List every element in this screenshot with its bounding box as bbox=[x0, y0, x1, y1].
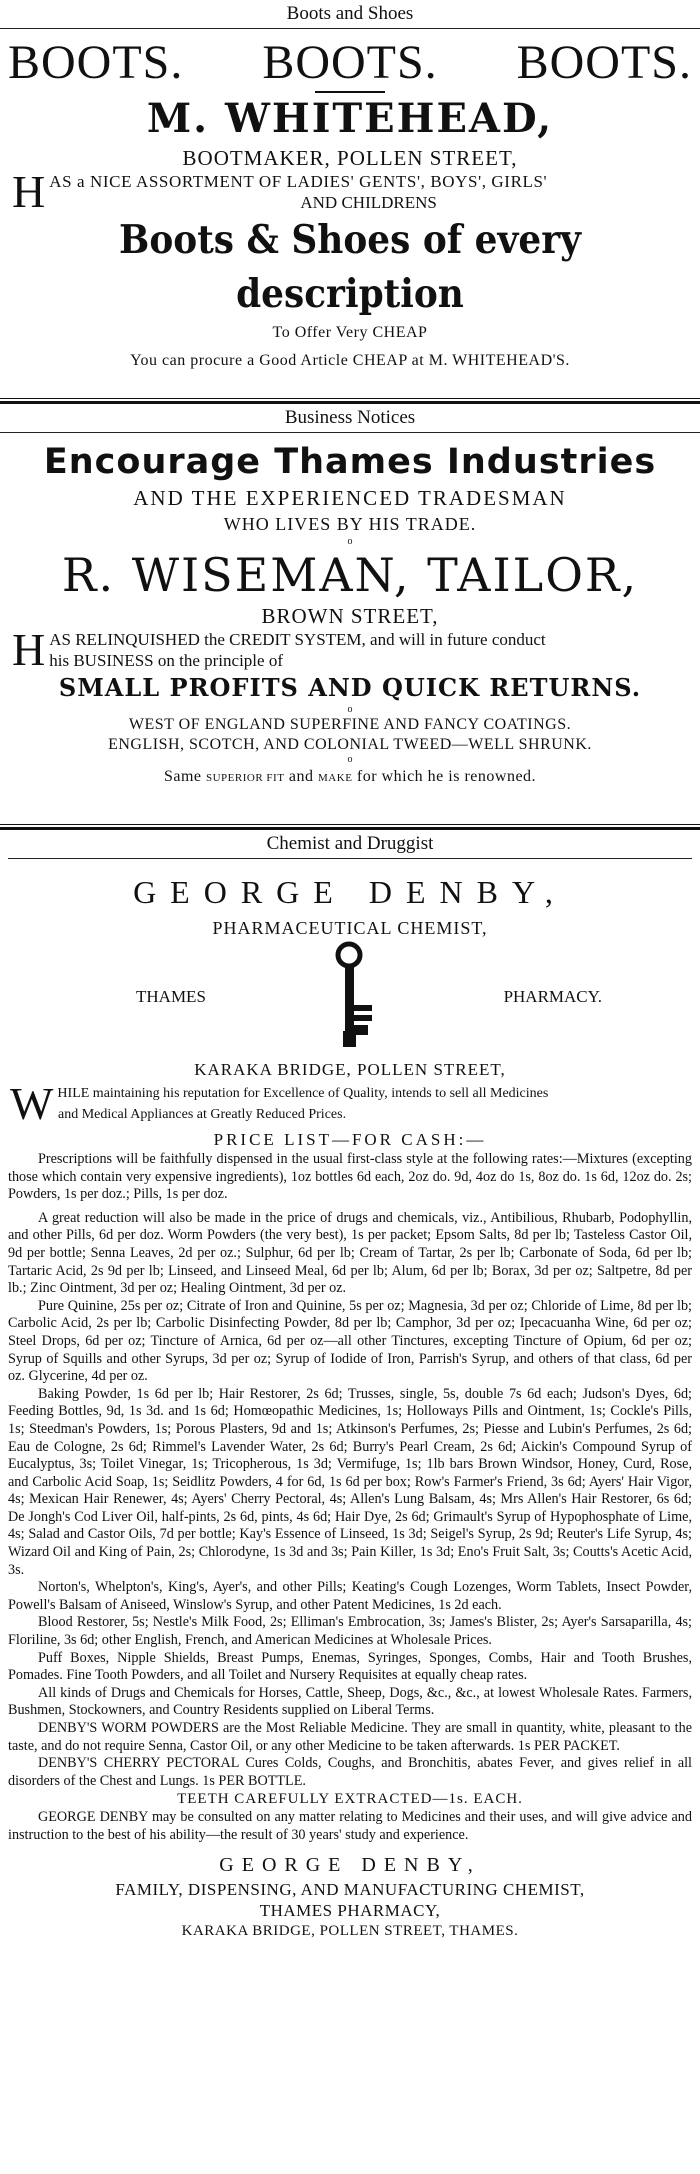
text-run: MAKE bbox=[318, 772, 353, 784]
credit-line: his BUSINESS on the principle of bbox=[49, 651, 283, 670]
key-icon bbox=[325, 941, 385, 1054]
consult-paragraph: GEORGE DENBY may be consulted on any matter relating to Medicines and their uses, and will give advice and instruction to the best of his ability—the result of 30 years' study and experience. bbox=[8, 1809, 692, 1843]
divider bbox=[0, 28, 700, 29]
ornament: o bbox=[347, 704, 353, 715]
ornament: o bbox=[347, 754, 353, 765]
price-paragraph: DENBY'S WORM POWDERS are the Most Reliable Medicine. They are small in quantity, white, pleasant to the taste, and do not require Senna, Castor Oil, or any other Medicine to be taken afterwards. 1s PER PACKET. bbox=[8, 1720, 692, 1754]
footer-line: FAMILY, DISPENSING, AND MANUFACTURING CHEMIST, bbox=[115, 1879, 585, 1899]
headline: Boots & Shoes of every description bbox=[119, 217, 581, 317]
price-paragraph: Puff Boxes, Nipple Shields, Breast Pumps, Enemas, Syringes, Sponges, Combs, Hair and Tooth Brushes, Pomades. Fine Tooth Powders, and all Toilet and Nursery Requisites at equally cheap rates. bbox=[8, 1649, 692, 1684]
assortment-line: AND CHILDRENS bbox=[300, 193, 437, 212]
teeth-line: TEETH CAREFULLY EXTRACTED—1s. EACH. bbox=[177, 1791, 523, 1808]
price-paragraph: DENBY'S CHERRY PECTORAL Cures Colds, Coughs, and Bronchitis, abates Fever, and gives relief in all disorders of the Chest and Lungs. 1s PER BOTTLE. bbox=[8, 1755, 692, 1789]
renown-line bbox=[0, 765, 700, 790]
procure-line: You can procure a Good Article CHEAP at M. WHITEHEAD'S. bbox=[130, 352, 570, 369]
advert-title: Encourage Thames Industries bbox=[43, 442, 657, 482]
assortment-line: AS a NICE ASSORTMENT OF LADIES' GENTS', BOYS', GIRLS' bbox=[49, 172, 548, 191]
credit-line: AS RELINQUISHED the CREDIT SYSTEM, and will in future conduct bbox=[49, 630, 546, 649]
dropcap: W bbox=[10, 1078, 54, 1129]
chemist-address: KARAKA BRIDGE, POLLEN STREET, bbox=[194, 1060, 506, 1079]
price-list-heading: PRICE LIST—FOR CASH:— bbox=[213, 1130, 487, 1149]
emblem-right-word: PHARMACY. bbox=[503, 987, 602, 1006]
motto: SMALL PROFITS AND QUICK RETURNS. bbox=[58, 673, 642, 702]
goods-line: WEST OF ENGLAND SUPERFINE AND FANCY COATINGS. bbox=[128, 716, 572, 733]
wiseman-advert bbox=[0, 404, 700, 824]
merchant-name: M. WHITEHEAD, bbox=[146, 95, 554, 142]
chemist-name: GEORGE DENBY, bbox=[133, 874, 567, 910]
price-paragraph: Prescriptions will be faithfully dispensed in the usual first-class style at the following rates:—Mixtures (excepting those which contain very expensive ingredients), 1oz bottles 6d each, 2oz do. 9d, 4oz do 1s, 8oz do. 1s 6d, 12oz do. 2s; Powders, 1s per doz.; Pills, 1s per doz. bbox=[8, 1151, 692, 1203]
subtitle-line: AND THE EXPERIENCED TRADESMAN bbox=[133, 486, 567, 510]
while-line: and Medical Appliances at Greatly Reduced Prices. bbox=[58, 1107, 347, 1122]
boots-word: BOOTS. bbox=[8, 36, 184, 89]
divider bbox=[8, 858, 692, 859]
whitehead-advert bbox=[0, 0, 700, 398]
boots-word: BOOTS. bbox=[516, 36, 692, 89]
price-paragraph: Blood Restorer, 5s; Nestle's Milk Food, 2s; Elliman's Embrocation, 3s; James's Blister, 2s; Ayer's Sarsaparilla, 4s; Floriline, 3s 6d; other English, French, and American Medicines at Wholesale Prices. bbox=[8, 1614, 692, 1649]
boots-word: BOOTS. bbox=[262, 36, 438, 89]
subtitle-line: WHO LIVES BY HIS TRADE. bbox=[223, 514, 477, 534]
tailor-name: R. WISEMAN, TAILOR, bbox=[61, 548, 639, 602]
pharmacy-emblem-row bbox=[8, 941, 692, 1053]
while-line: HILE maintaining his reputation for Excellence of Quality, intends to sell all Medicines bbox=[57, 1086, 549, 1101]
denby-advert bbox=[0, 830, 700, 1942]
price-paragraph: All kinds of Drugs and Chemicals for Horses, Cattle, Sheep, Dogs, &c., &c., at lowest Wholesale Rates. Farmers, Bushmen, Stockowners, and Country Residents supplied on Liberal Terms. bbox=[8, 1684, 692, 1719]
ornament: o bbox=[347, 536, 353, 547]
price-paragraph: Norton's, Whelpton's, King's, Ayer's, and other Pills; Keating's Cough Lozenges, Worm Tablets, Insect Powder, Powell's Balsam of Aniseed, Winslow's Syrup, and other Patent Medicines, 1s 2d each. bbox=[8, 1579, 692, 1613]
section-heading-chemist: Chemist and Druggist bbox=[266, 833, 434, 854]
footer-line: KARAKA BRIDGE, POLLEN STREET, THAMES. bbox=[181, 1922, 519, 1939]
assortment-paragraph bbox=[0, 166, 700, 217]
chemist-title: PHARMACEUTICAL CHEMIST, bbox=[212, 918, 488, 938]
tailor-street: BROWN STREET, bbox=[261, 604, 439, 628]
footer-line: THAMES PHARMACY, bbox=[259, 1900, 441, 1920]
while-paragraph bbox=[8, 1078, 692, 1129]
dropcap: H bbox=[12, 624, 46, 675]
boots-banner bbox=[0, 35, 700, 91]
dropcap: H bbox=[12, 166, 46, 217]
merchant-trade: BOOTMAKER, POLLEN STREET, bbox=[182, 146, 518, 170]
signature-name: GEORGE DENBY, bbox=[219, 1853, 481, 1876]
divider bbox=[0, 432, 700, 433]
emblem-left-word: THAMES bbox=[136, 987, 206, 1006]
section-heading-business: Business Notices bbox=[284, 407, 416, 428]
price-paragraph: A great reduction will also be made in the price of drugs and chemicals, viz., Antibilious, Rhubarb, Podophyllin, and other Pills, 6d per doz. Worm Powders (the very best), 1s per packet; Epsom Salts, 8d per lb; Tasteless Castor Oil, 9d per bottle; Senna Leaves, 2d per oz.; Sulphur, 6d per lb; Cream of Tartar, 2s per lb; Carbonate of Soda, 6d per lb; Tartaric Acid, 2s 9d per lb; Linseed, and Linseed Meal, 6d per lb; Alum, 6d per lb; Borax, 3d per oz; Saltpetre, 8d per lb.; Zinc Ointment, 3d per oz; Healing Ointment, 3d per oz. bbox=[8, 1209, 692, 1297]
goods-line: ENGLISH, SCOTCH, AND COLONIAL TWEED—WELL SHRUNK. bbox=[108, 736, 592, 753]
credit-paragraph bbox=[0, 624, 700, 675]
text-run: for which he is renowned. bbox=[356, 768, 537, 785]
price-paragraph: Baking Powder, 1s 6d per lb; Hair Restorer, 2s 6d; Trusses, single, 5s, double 7s 6d each; Judson's Dyes, 6d; Feeding Bottles, 9d, 1s 3d. and 1s 6d; Homœopathic Medicines, 1s; Holloways Pills and Ointment, 1s; Cockle's Pills, 1s; Steedman's Powders, 1s; Porous Plasters, 9d and 1s; Atkinson's Perfumes, 2s; Piesse and Lubin's Perfumes, 2s 6d; Eau de Cologne, 2s 6d; Rimmel's Lavender Water, 2s 6d; Burry's Pearl Cream, 2s 6d; Aickin's Compound Syrup of Eucalyptus, 3s; Toilet Vinegar, 1s; Tricopherous, 1s 3d; Vermifuge, 1s; 1lb bars Brown Windsor, Honey, Curd, Rose, and Carbolic Acid Soap, 1s; Seidlitz Powders, 4 for 6d, 1s 6d per box; Row's Farmer's Friend, 3s 6d; Ayers' Hair Vigor, 4s; Mexican Hair Renewer, 4s; Ayers' Cherry Pectoral, 4s; Allen's Lung Balsam, 4s; Mrs Allen's Hair Restorer, 6s 6d; De Jongh's Cod Liver Oil, half-pints, 2s 6d, pints, 4s 6d; Hair Dye, 2s 6d; Grimault's Syrup of Hypophosphate of Lime, 4s; Salad and Castor Oils, 7d per bottle; Kay's Essence of Linseed, 1s 3d; Seigel's Syrup, 2s 9d; Reuter's Life Syrup, 4s; Wizard Oil and King of Pain, 2s; Chlorodyne, 1s 3d and 3s; Pain Killer, 1s 3d; Eno's Fruit Salt, 3s; Coutts's Acetic Acid, 3s. bbox=[8, 1385, 692, 1578]
section-heading-boots: Boots and Shoes bbox=[286, 3, 414, 24]
price-paragraph: Pure Quinine, 25s per oz; Citrate of Iron and Quinine, 5s per oz; Magnesia, 3d per oz; Chloride of Lime, 8d per lb; Carbolic Acid, 2s per lb; Carbolic Disinfecting Powder, 8d per lb; Camphor, 3d per oz; Ipecacuanha Wine, 6d per oz; Steel Drops, 6d per oz; Tincture of Arnica, 6d per oz—all other Tinctures, excepting Tincture of Opium, 6d per oz; Syrup of Squills and other Syrups, 3d per oz; Syrup of Iodide of Iron, Parrish's Syrup, and others of that class, 6d per oz. Glycerine, 4d per oz. bbox=[8, 1297, 692, 1385]
text-run: and bbox=[288, 768, 314, 785]
text-run: SUPERIOR FIT bbox=[205, 772, 285, 784]
offer-line: To Offer Very CHEAP bbox=[272, 324, 428, 341]
text-run: Same bbox=[163, 768, 202, 785]
